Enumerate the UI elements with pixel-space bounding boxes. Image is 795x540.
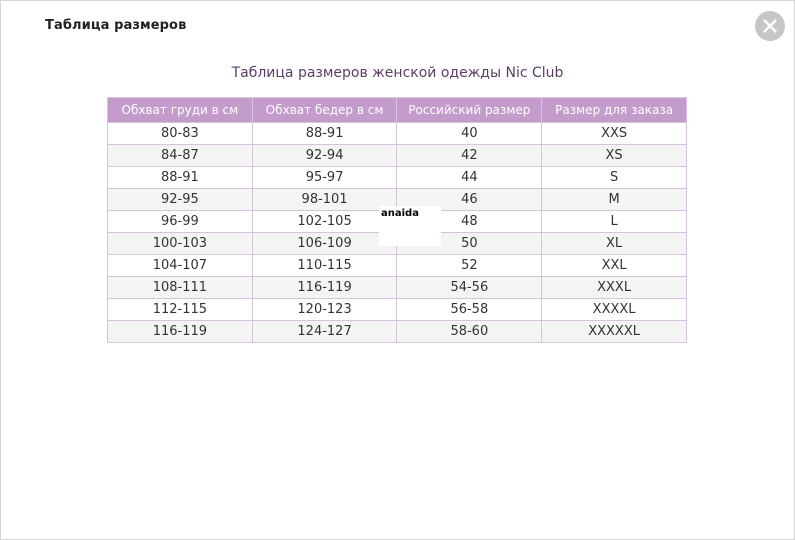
table-row [108,321,687,343]
cell-order-size: XXXXXL [542,321,687,343]
cell-hips: 124-127 [252,321,397,343]
header-chest: Обхват груди в см [108,98,253,123]
table-header-row [108,98,687,123]
table-row [108,299,687,321]
cell-russian-size: 54-56 [397,277,542,299]
cell-chest: 80-83 [108,123,253,145]
cell-order-size: XL [542,233,687,255]
cell-russian-size: 58-60 [397,321,542,343]
cell-order-size: XS [542,145,687,167]
cell-russian-size: 48 [397,211,542,233]
cell-russian-size: 46 [397,189,542,211]
cell-russian-size: 50 [397,233,542,255]
table-row [108,277,687,299]
table-heading: Таблица размеров женской одежды Nic Club [231,65,564,81]
cell-chest: 92-95 [108,189,253,211]
cell-russian-size: 40 [397,123,542,145]
cell-order-size: S [542,167,687,189]
cell-order-size: M [542,189,687,211]
cell-order-size: XXL [542,255,687,277]
cell-order-size: XXXXL [542,299,687,321]
cell-russian-size: 42 [397,145,542,167]
cell-hips: 102-105 [252,211,397,233]
cell-russian-size: 52 [397,255,542,277]
cell-hips: 120-123 [252,299,397,321]
cell-chest: 88-91 [108,167,253,189]
header-hips: Обхват бедер в см [252,98,397,123]
cell-chest: 112-115 [108,299,253,321]
table-row [108,167,687,189]
cell-chest: 108-111 [108,277,253,299]
cell-hips: 98-101 [252,189,397,211]
header-order-size: Размер для заказа [542,98,687,123]
close-button[interactable] [755,11,785,41]
cell-order-size: XXXL [542,277,687,299]
cell-chest: 100-103 [108,233,253,255]
cell-chest: 104-107 [108,255,253,277]
cell-hips: 95-97 [252,167,397,189]
table-row [108,145,687,167]
header-russian-size: Российский размер [397,98,542,123]
cell-russian-size: 56-58 [397,299,542,321]
cell-order-size: L [542,211,687,233]
cell-hips: 92-94 [252,145,397,167]
cell-hips: 106-109 [252,233,397,255]
cell-russian-size: 44 [397,167,542,189]
cell-hips: 116-119 [252,277,397,299]
cell-chest: 96-99 [108,211,253,233]
dialog-title: Таблица размеров [45,18,187,33]
close-icon [755,11,785,41]
cell-hips: 110-115 [252,255,397,277]
table-row [108,123,687,145]
cell-chest: 116-119 [108,321,253,343]
table-row [108,255,687,277]
cell-order-size: XXS [542,123,687,145]
cell-hips: 88-91 [252,123,397,145]
cell-chest: 84-87 [108,145,253,167]
watermark-label: anaida [379,206,441,246]
